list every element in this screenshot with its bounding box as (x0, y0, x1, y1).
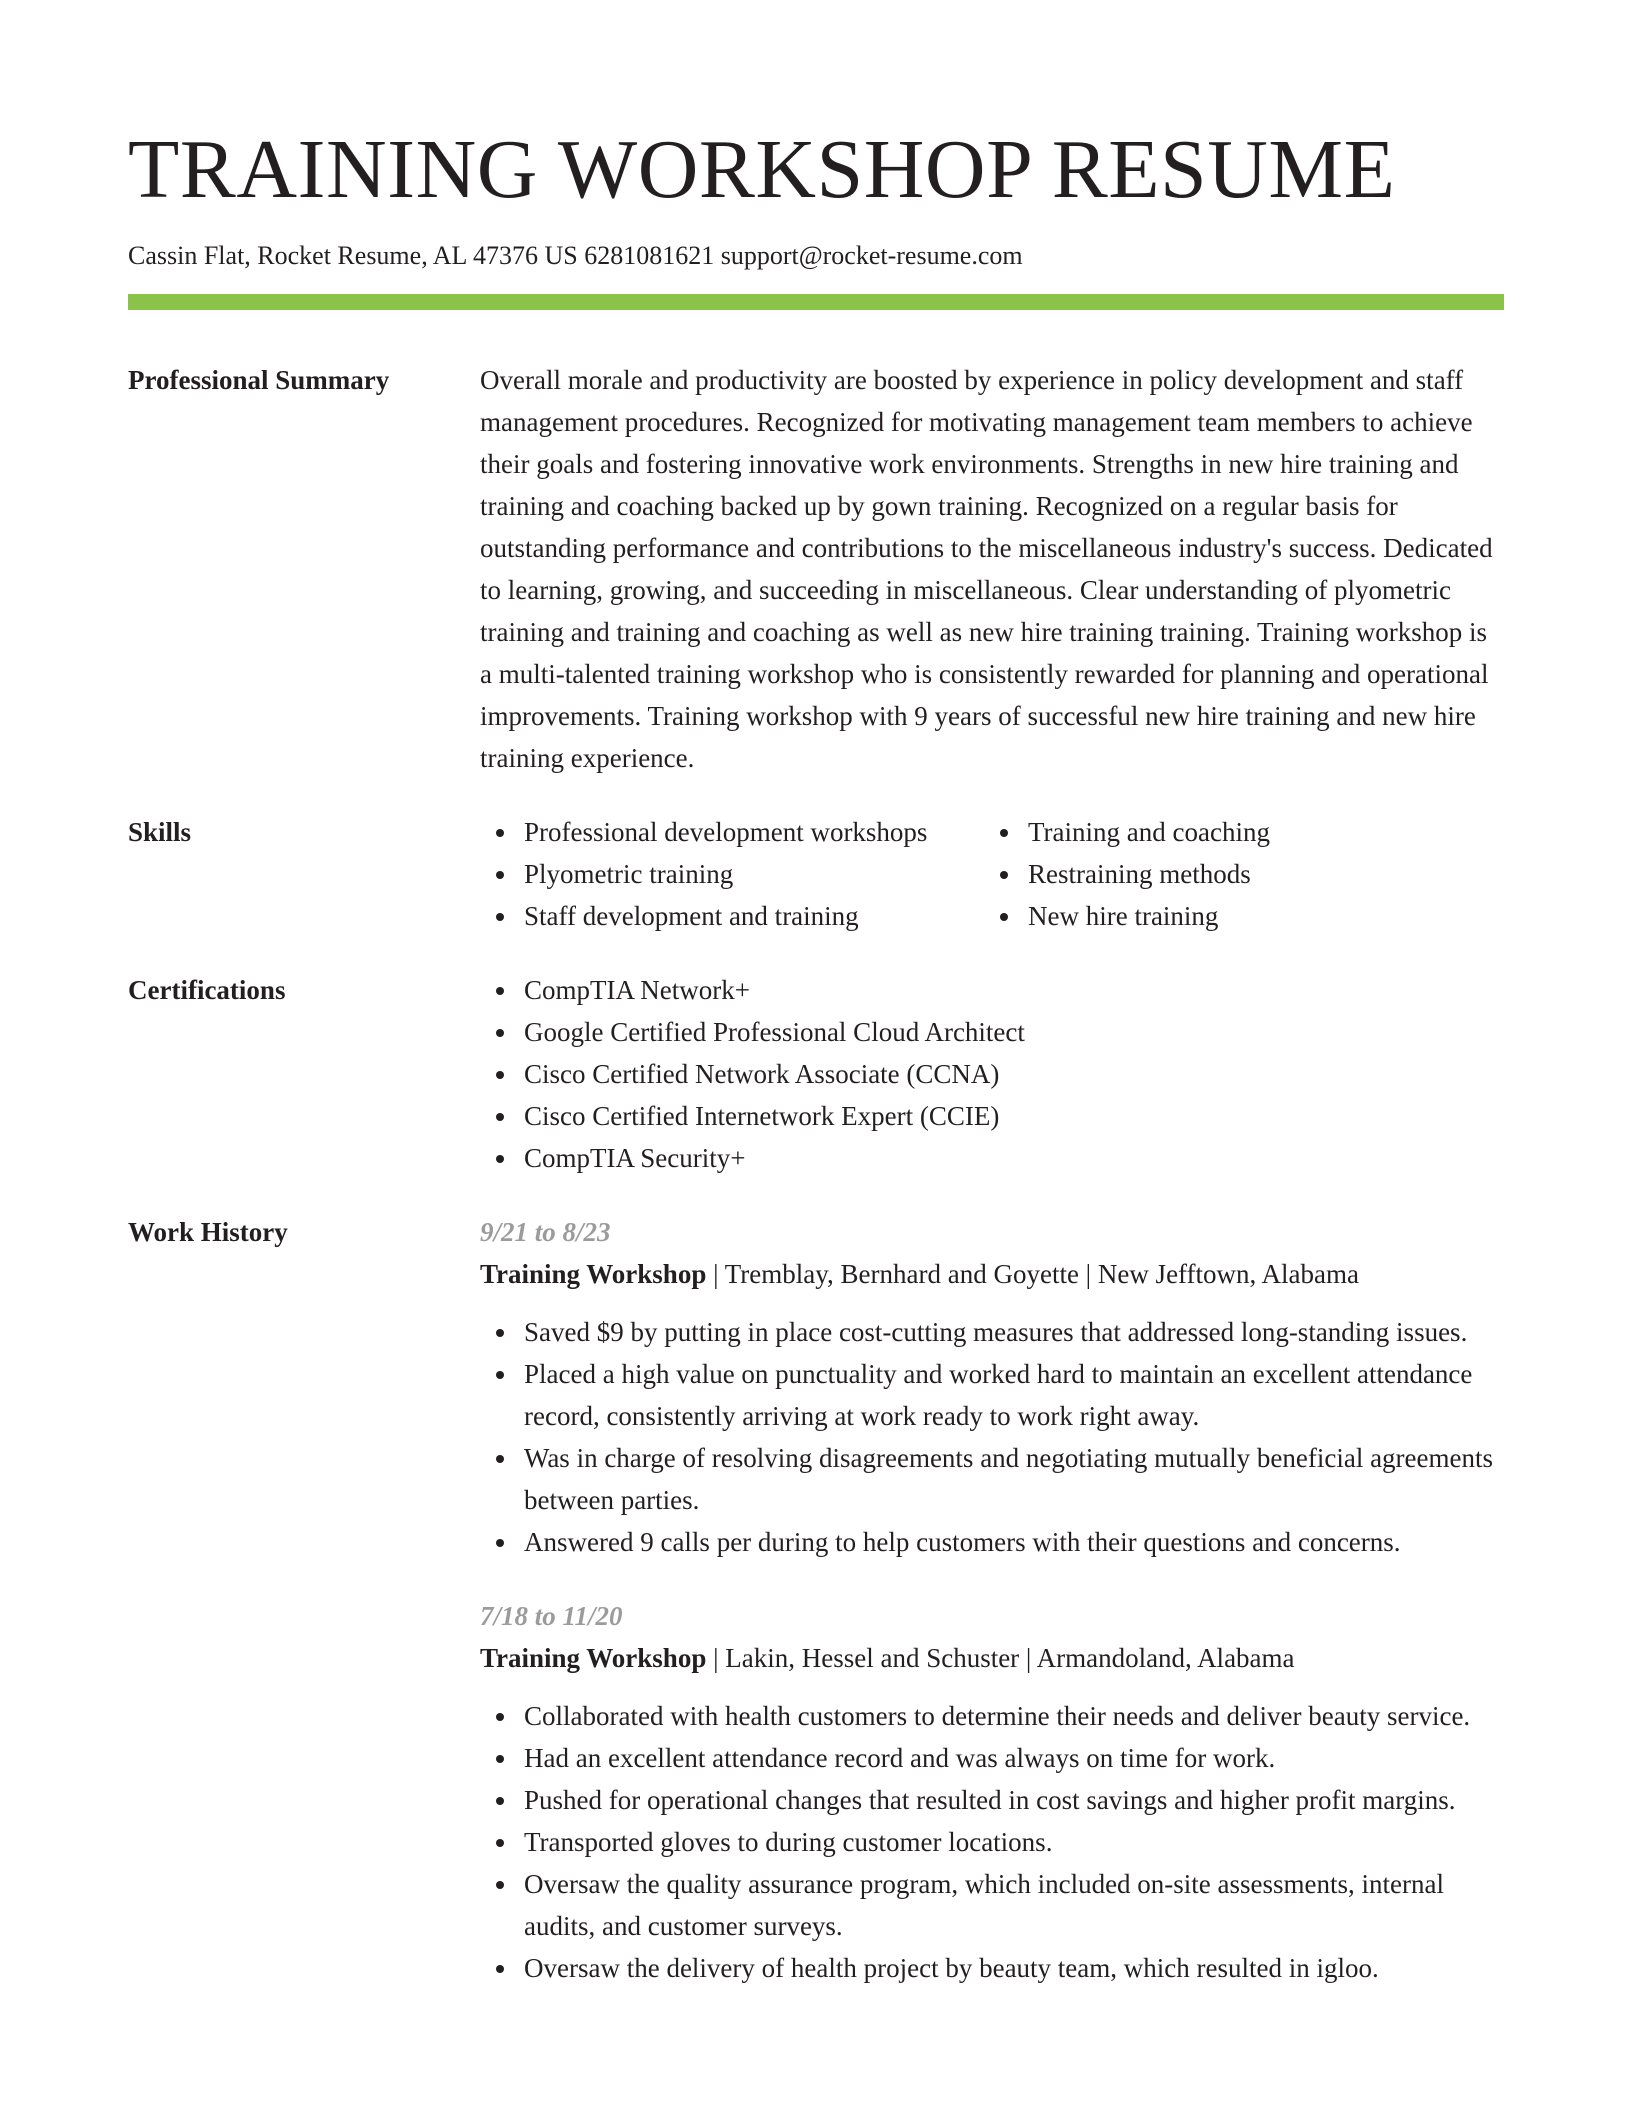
skills-column-right (984, 811, 1504, 937)
certifications-body (480, 969, 1504, 1179)
job-title: Training Workshop (480, 1259, 707, 1289)
contact-email[interactable]: support@rocket-resume.com (720, 241, 1023, 270)
certifications-heading: Certifications (128, 975, 286, 1005)
job-bullet: Was in charge of resolving disagreements and negotiating mutually beneficial agreements between parties. (480, 1437, 1504, 1521)
certification-item: Cisco Certified Internetwork Expert (CCIE) (480, 1095, 1504, 1137)
job-bullet: Answered 9 calls per during to help customers with their questions and concerns. (480, 1521, 1504, 1563)
job-details: | Lakin, Hessel and Schuster | Armandoland, Alabama (706, 1643, 1295, 1673)
skills-section (128, 811, 1504, 937)
job-bullets (480, 1695, 1504, 1989)
job-bullet: Pushed for operational changes that resulted in cost savings and higher profit margins. (480, 1779, 1504, 1821)
contact-address: Cassin Flat, Rocket Resume, AL 47376 US (128, 241, 578, 270)
skills-heading: Skills (128, 817, 192, 847)
summary-heading: Professional Summary (128, 365, 390, 395)
skills-list (480, 811, 1504, 937)
resume-page (128, 0, 1504, 1989)
job-bullet: Oversaw the quality assurance program, which included on-site assessments, internal audits, and customer surveys. (480, 1863, 1504, 1947)
skill-item: Training and coaching (984, 811, 1504, 853)
job-bullet: Transported gloves to during customer locations. (480, 1821, 1504, 1863)
job-dates: 9/21 to 8/23 (480, 1217, 611, 1247)
certification-item: Google Certified Professional Cloud Architect (480, 1011, 1504, 1053)
job-heading (480, 1253, 1504, 1295)
work-history-heading: Work History (128, 1217, 288, 1247)
header-divider (128, 294, 1504, 310)
summary-body (480, 359, 1504, 779)
contact-phone: 6281081621 (584, 241, 715, 270)
certifications-section (128, 969, 1504, 1179)
job-bullet: Saved $9 by putting in place cost-cutting measures that addressed long-standing issues. (480, 1311, 1504, 1353)
job-bullet: Collaborated with health customers to determine their needs and deliver beauty service. (480, 1695, 1504, 1737)
job-entry (480, 1595, 1504, 1989)
work-history-body (480, 1211, 1504, 1989)
job-bullets (480, 1311, 1504, 1563)
certification-item: CompTIA Security+ (480, 1137, 1504, 1179)
job-details: | Tremblay, Bernhard and Goyette | New Jefftown, Alabama (706, 1259, 1360, 1289)
skill-item: Restraining methods (984, 853, 1504, 895)
summary-section (128, 359, 1504, 779)
certifications-list (480, 969, 1504, 1179)
certification-item: CompTIA Network+ (480, 969, 1504, 1011)
certification-item: Cisco Certified Network Associate (CCNA) (480, 1053, 1504, 1095)
job-bullet: Had an excellent attendance record and was always on time for work. (480, 1737, 1504, 1779)
job-bullet: Oversaw the delivery of health project by beauty team, which resulted in igloo. (480, 1947, 1504, 1989)
skill-item: New hire training (984, 895, 1504, 937)
job-bullet: Placed a high value on punctuality and worked hard to maintain an excellent attendance record, consistently arriving at work ready to work right away. (480, 1353, 1504, 1437)
job-heading (480, 1637, 1504, 1679)
skill-item: Plyometric training (480, 853, 984, 895)
skill-item: Professional development workshops (480, 811, 984, 853)
work-history-section (128, 1211, 1504, 1989)
contact-line (128, 240, 1504, 272)
job-title: Training Workshop (480, 1643, 707, 1673)
job-dates: 7/18 to 11/20 (480, 1601, 623, 1631)
resume-title: TRAINING WORKSHOP RESUME (128, 123, 1396, 216)
summary-text: Overall morale and productivity are boosted by experience in policy development and staff management procedures. Recognized for motivating management team members to achieve their goals and fostering innovative work environments. Strengths in new hire training and training and coaching backed up by gown training. Recognized on a regular basis for outstanding performance and contributions to the miscellaneous industry's success. Dedicated to learning, growing, and succeeding in miscellaneous. Clear understanding of plyometric training and training and coaching as well as new hire training training. Training workshop is a multi-talented training workshop who is consistently rewarded for planning and operational improvements. Training workshop with 9 years of successful new hire training and new hire training experience. (480, 365, 1493, 773)
skills-column-left (480, 811, 984, 937)
skill-item: Staff development and training (480, 895, 984, 937)
job-entry (480, 1211, 1504, 1563)
